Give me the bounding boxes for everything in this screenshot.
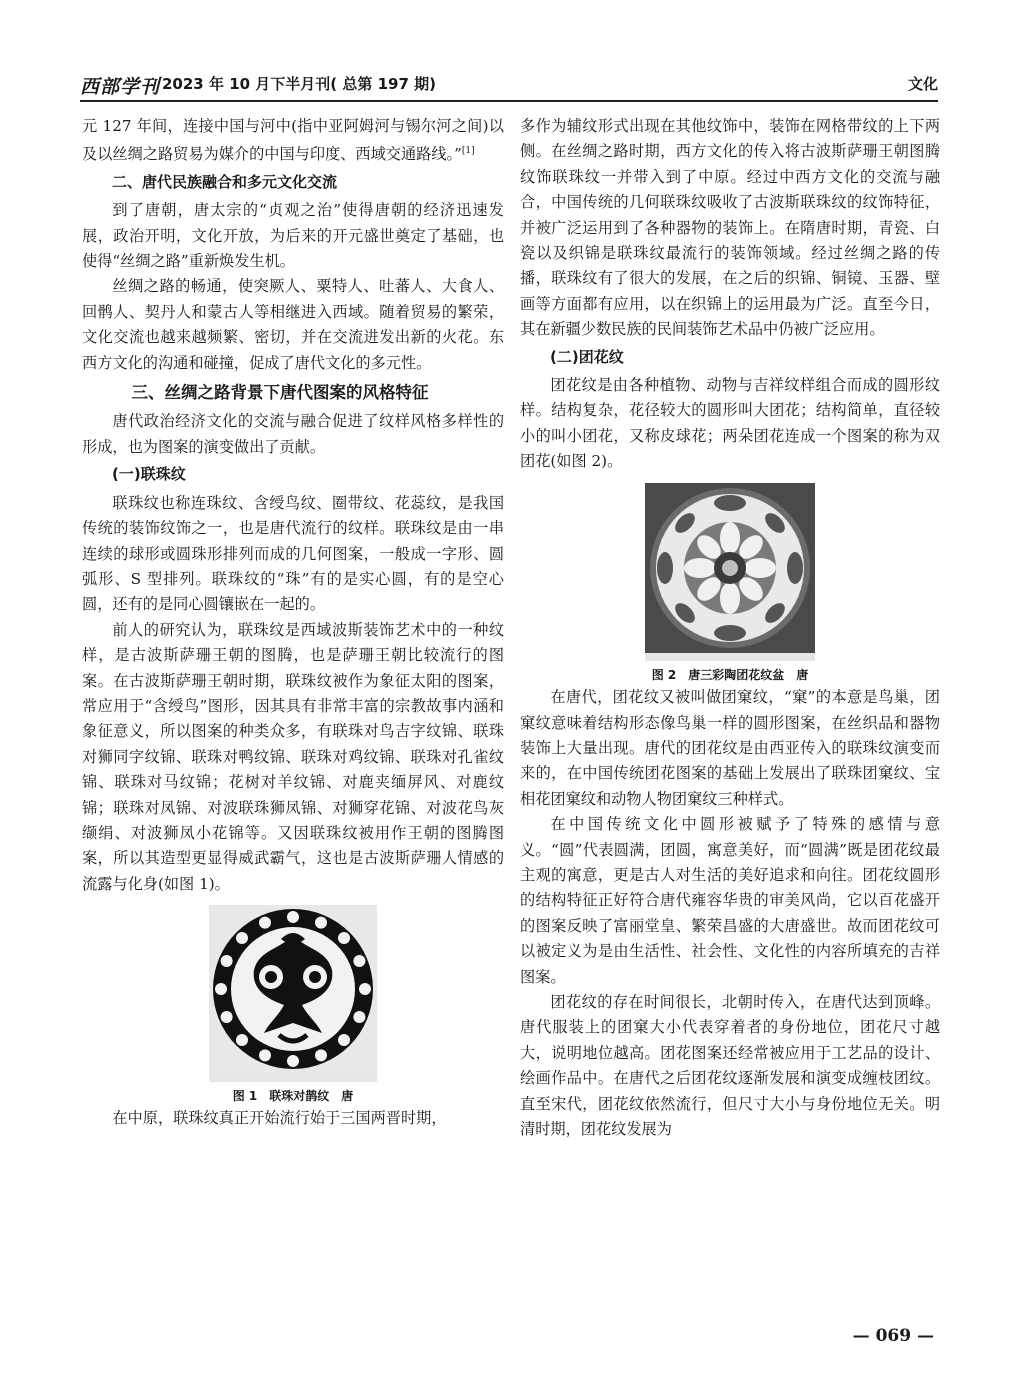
section-heading: 二、唐代民族融合和多元文化交流: [112, 172, 338, 191]
figure-1-image: [209, 905, 377, 1081]
page-number: — 069 —: [852, 1326, 934, 1346]
paragraph: 前人的研究认为，联珠纹是西域波斯装饰艺术中的一种纹样，是古波斯萨珊王朝的图腾，也是萨珊王朝比较流行的图案。在古波斯萨珊王朝时期，联珠纹被作为象征太阳的图案，常应用于“含绶鸟”图形，因其具有非常丰富的宗教故事内涵和象征意义，所以图案的种类众多，有联珠对鸟吉字纹锦、联珠对狮同字纹锦、联珠对鸭纹锦、联珠对鸡纹锦、联珠对孔雀纹锦、联珠对马纹锦；花树对羊纹锦、对鹿夹缅屏风、对鹿纹锦；联珠对凤锦、对波联珠狮凤锦、对狮穿花锦、对波花鸟灰缬绢、对波狮凤小花锦等。又因联珠纹被用作王朝的图腾图案，所以其造型更显得威武霸气，这也是古波斯萨珊人情感的流露与化身(如图 1)。: [82, 620, 504, 893]
paragraph: 在中国传统文化中圆形被赋予了特殊的感情与意义。“圆”代表圆满，团圆，寓意美好，而“圆满”既是团花纹最主观的寓意，更是古人对生活的美好追求和向往。团花纹圆形的结构特征正好符合唐代雍容华贵的审美风尚，它以百花盛开的图案反映了富丽堂皇、繁荣昌盛的大唐盛世。故而团花纹可以被定义为是由生活性、社会性、文化性的内容所填充的吉祥图案。: [520, 815, 940, 986]
section-name: 文化: [907, 75, 938, 93]
reference-mark: [1]: [461, 146, 475, 157]
paragraph: 联珠纹也称连珠纹、含绶鸟纹、圈带纹、花蕊纹，是我国传统的装饰纹饰之一，也是唐代流行的纹样。联珠纹是由一串连续的球形或圆珠形排列而成的几何图案，一般成一字形、圆弧形、S 型排列。联珠纹的“珠”有的是实心圆，有的是空心圆，还有的是同心圆镶嵌在一起的。: [82, 493, 504, 614]
paragraph: 丝绸之路的畅通，使突厥人、粟特人、吐蕃人、大食人、回鹘人、契丹人和蒙古人等相继进入西域。随着贸易的繁荣，文化交流也越来越频繁、密切，并在交流进发出新的火花。东西方文化的沟通和碰撞，促成了唐代文化的多元性。: [82, 277, 504, 372]
paragraph: 在唐代，团花纹又被叫做团窠纹，“窠”的本意是鸟巢，团窠纹意味着结构形态像鸟巢一样的圆形图案，在丝织品和器物装饰上大量出现。唐代的团花纹是由西亚传入的联珠纹演变而来的，在中国传统团花图案的基础上发展出了联珠团窠纹、宝相花团窠纹和动物人物团窠纹三种样式。: [520, 688, 940, 808]
paragraph: 多作为辅纹形式出现在其他纹饰中，装饰在网格带纹的上下两侧。在丝绸之路时期，西方文化的传入将古波斯萨珊王朝图腾纹饰联珠纹一并带入到了中原。经过中西方文化的交流与融合，中国传统的几何联珠纹吸收了古波斯联珠纹的纹饰特征，并被广泛运用到了各种器物的装饰上。在隋唐时期，青瓷、白瓷以及织锦是联珠纹最流行的装饰领域。经过丝绸之路的传播，联珠纹有了很大的发展，在之后的织锦、铜镜、玉器、壁画等方面都有应用，以在织锦上的运用最为广泛。直至今日，其在新疆少数民族的民间装饰艺术品中仍被广泛应用。: [520, 117, 940, 339]
figure-2-image: [645, 483, 815, 661]
paragraph: 团花纹的存在时间很长，北朝时传入，在唐代达到顶峰。唐代服装上的团窠大小代表穿着者的身份地位，团花尺寸越大，说明地位越高。团花图案还经常被应用于工艺品的设计、绘画作品中。在唐代之后团花纹逐渐发展和演变成缠枝团纹。直至宋代，团花纹依然流行，但尺寸大小与身份地位无关。明清时期，团花纹发展为: [520, 992, 940, 1138]
page-header: [80, 66, 938, 102]
left-column: [82, 114, 504, 1131]
paragraph: 唐代政治经济文化的交流与融合促进了纹样风格多样性的形成，也为图案的演变做出了贡献。: [82, 412, 504, 456]
paragraph: 元 127 年间，连接中国与河中(指中亚阿姆河与锡尔河之间)以及以丝绸之路贸易为媒介的中国与印度、西域交通路线。”[1]: [82, 117, 504, 164]
journal-logo: 西部学刊: [80, 76, 161, 98]
section-heading: 三、丝绸之路背景下唐代图案的风格特征: [131, 383, 429, 403]
figure-2-caption: 图 2 唐三彩陶团花纹盆 唐: [651, 668, 809, 683]
paragraph: 到了唐朝，唐太宗的“贞观之治”使得唐朝的经济迅速发展，政治开明，文化开放，为后来的开元盛世奠定了基础，也使得“丝绸之路”重新焕发生机。: [82, 201, 504, 271]
figure-1: [82, 905, 504, 1081]
figure-1-caption: 图 1 联珠对鹊纹 唐: [232, 1088, 354, 1103]
right-column: [520, 114, 940, 1142]
issue-info: 2023 年 10 月下半月刊( 总第 197 期): [162, 75, 436, 93]
paragraph: 在中原，联珠纹真正开始流行始于三国两晋时期，: [112, 1108, 447, 1127]
subsection-heading: (一)联珠纹: [112, 465, 186, 484]
paragraph: 团花纹是由各种植物、动物与吉祥纹样组合而成的圆形纹样。结构复杂，花径较大的圆形叫大团花；结构简单，直径较小的叫小团花，又称皮球花；两朵团花连成一个图案的称为双团花(如图 2)。: [520, 376, 940, 471]
figure-2: [520, 483, 940, 661]
subsection-heading: (二)团花纹: [550, 347, 624, 366]
